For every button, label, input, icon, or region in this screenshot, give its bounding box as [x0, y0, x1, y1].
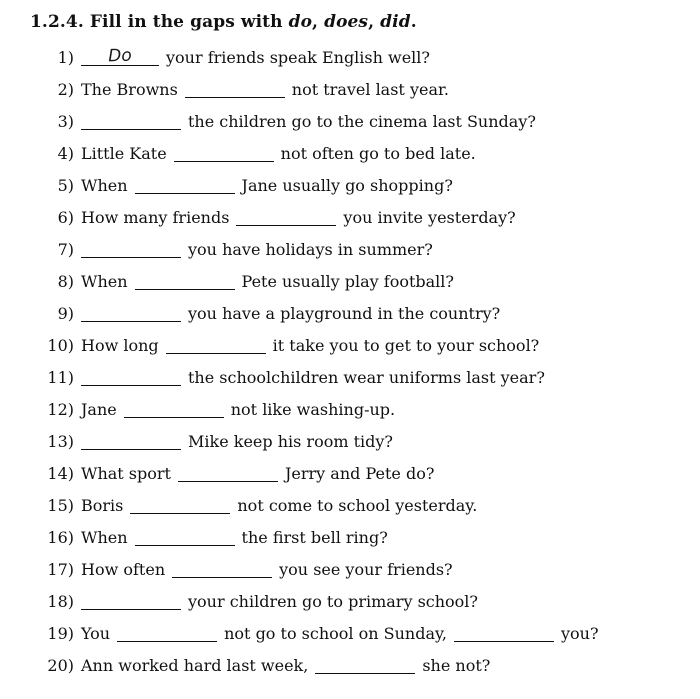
gap-blank[interactable] [174, 147, 274, 162]
item-number: 6) [57, 208, 74, 227]
item-text: she not? [422, 656, 491, 675]
item-number: 17) [47, 560, 74, 579]
exercise-item [44, 362, 700, 394]
exercise-item [44, 234, 700, 266]
gap-blank[interactable] [81, 371, 181, 386]
item-text: you see your friends? [279, 560, 453, 579]
gap-blank[interactable] [81, 307, 181, 322]
item-text: not go to school on Sunday, [224, 624, 447, 643]
exercise-item [44, 490, 700, 522]
item-number: 14) [47, 464, 74, 483]
item-text: not travel last year. [291, 80, 449, 99]
item-text: When [81, 176, 128, 195]
title-verb: does [324, 12, 369, 32]
gap-blank[interactable] [81, 45, 159, 67]
exercise-item [44, 138, 700, 170]
gap-blank[interactable] [172, 563, 272, 578]
item-number: 19) [47, 624, 74, 643]
item-text: the schoolchildren wear uniforms last year? [188, 368, 545, 387]
gap-blank[interactable] [135, 531, 235, 546]
item-text: Boris [81, 496, 124, 515]
item-text: it take you to get to your school? [272, 336, 540, 355]
item-text: How long [81, 336, 159, 355]
exercise-item [44, 170, 700, 202]
item-number: 10) [47, 336, 74, 355]
exercise-item [44, 554, 700, 586]
item-number: 9) [57, 304, 74, 323]
title-text: , [368, 12, 381, 32]
item-text: you invite yesterday? [343, 208, 516, 227]
exercise-item [44, 202, 700, 234]
exercise-item [44, 522, 700, 554]
title-text: , [312, 12, 325, 32]
gap-blank[interactable] [81, 595, 181, 610]
item-text: not like washing-up. [230, 400, 396, 419]
gap-blank[interactable] [81, 435, 181, 450]
item-text: When [81, 528, 128, 547]
item-number: 5) [57, 176, 74, 195]
exercise-item [44, 42, 700, 74]
item-number: 12) [47, 400, 74, 419]
handwritten-answer: Do [107, 45, 133, 67]
exercise-item [44, 650, 700, 682]
item-text: How many friends [81, 208, 230, 227]
gap-blank[interactable] [166, 339, 266, 354]
exercise-item [44, 458, 700, 490]
gap-blank[interactable] [185, 83, 285, 98]
gap-blank[interactable] [236, 211, 336, 226]
gap-blank[interactable] [81, 115, 181, 130]
item-text: How often [81, 560, 166, 579]
gap-blank[interactable] [454, 627, 554, 642]
item-text: the children go to the cinema last Sunday? [188, 112, 536, 131]
exercise-item [44, 74, 700, 106]
gap-blank[interactable] [81, 243, 181, 258]
item-text: your friends speak English well? [166, 48, 430, 67]
exercise-item [44, 586, 700, 618]
item-text: Ann worked hard last week, [81, 656, 309, 675]
item-number: 16) [47, 528, 74, 547]
exercise-list [0, 42, 700, 682]
item-text: Jane [81, 400, 117, 419]
item-text: not often go to bed late. [280, 144, 476, 163]
item-number: 15) [47, 496, 74, 515]
item-text: the first bell ring? [241, 528, 388, 547]
item-text: Pete usually play football? [241, 272, 454, 291]
exercise-item [44, 266, 700, 298]
exercise-item [44, 618, 700, 650]
exercise-title [30, 12, 700, 32]
item-number: 2) [57, 80, 74, 99]
item-text: your children go to primary school? [188, 592, 478, 611]
gap-blank[interactable] [117, 627, 217, 642]
exercise-item [44, 330, 700, 362]
item-text: not come to school yesterday. [237, 496, 478, 515]
title-text: . [410, 12, 417, 32]
item-number: 4) [57, 144, 74, 163]
exercise-item [44, 394, 700, 426]
item-number: 13) [47, 432, 74, 451]
item-text: you? [561, 624, 599, 643]
item-number: 1) [57, 48, 74, 67]
title-verb: did [380, 12, 411, 32]
item-text: Little Kate [81, 144, 167, 163]
item-number: 3) [57, 112, 74, 131]
gap-blank[interactable] [315, 659, 415, 674]
item-text: What sport [81, 464, 171, 483]
item-number: 18) [47, 592, 74, 611]
item-text: you have holidays in summer? [188, 240, 433, 259]
gap-blank[interactable] [178, 467, 278, 482]
gap-blank[interactable] [135, 275, 235, 290]
item-text: Mike keep his room tidy? [188, 432, 394, 451]
item-text: you have a playground in the country? [188, 304, 501, 323]
gap-blank[interactable] [130, 499, 230, 514]
item-number: 20) [47, 656, 74, 675]
exercise-item [44, 106, 700, 138]
item-number: 11) [47, 368, 74, 387]
gap-blank[interactable] [135, 179, 235, 194]
title-text: 1.2.4. Fill in the gaps with [30, 12, 289, 32]
exercise-item [44, 426, 700, 458]
gap-blank[interactable] [124, 403, 224, 418]
item-text: The Browns [81, 80, 178, 99]
item-text: When [81, 272, 128, 291]
item-text: You [81, 624, 111, 643]
item-number: 8) [57, 272, 74, 291]
exercise-item [44, 298, 700, 330]
title-verb: do [288, 12, 313, 32]
item-text: Jerry and Pete do? [284, 464, 435, 483]
item-text: Jane usually go shopping? [241, 176, 453, 195]
item-number: 7) [57, 240, 74, 259]
